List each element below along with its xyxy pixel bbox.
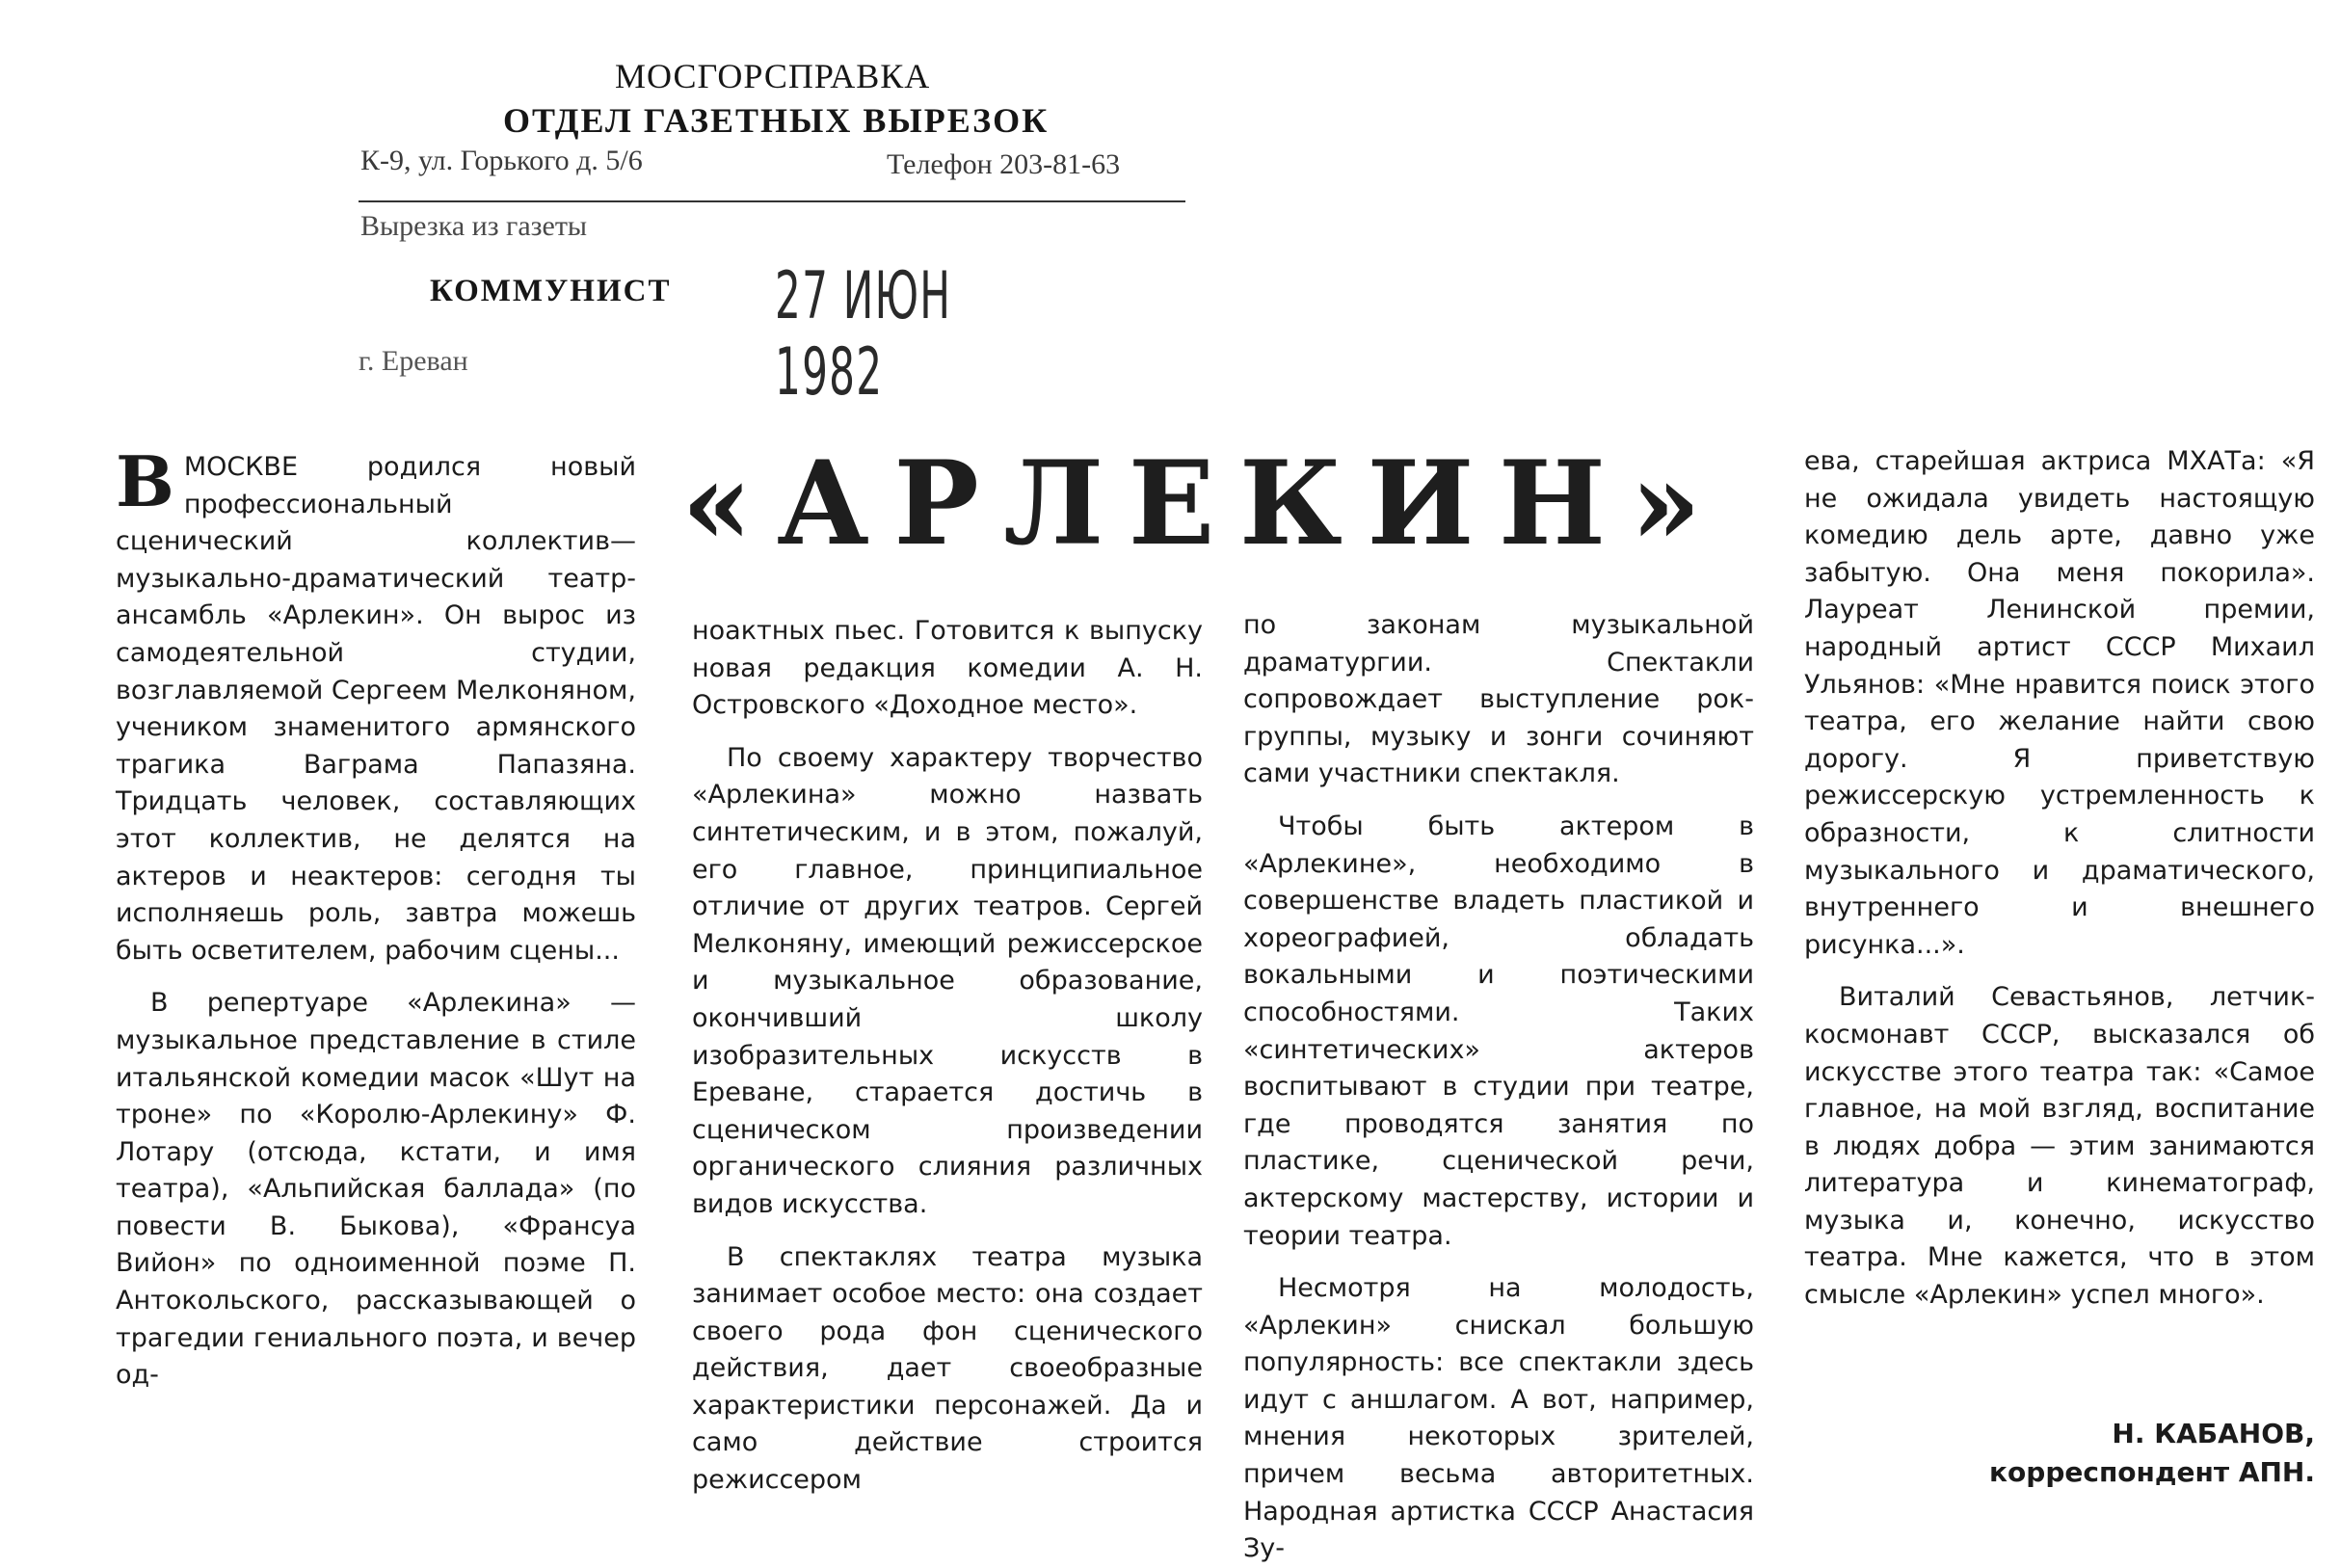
article-paragraph: В спектаклях театра музыка занимает особое место: она создает своего рода фон сценического действия, дает своеобразные характеристики персонажей. Да и само действие строится режиссером — [692, 1241, 1203, 1496]
article-dropcap: В — [116, 440, 174, 522]
stamp-newspaper-name: КОММУНИСТ — [430, 274, 672, 308]
stamp-divider — [359, 200, 1185, 202]
article-paragraph: В репертуаре «Арлекина» — музыкальное представление в стиле итальянской комедии масок «Шут на троне» по «Королю-Арлекину» Ф. Лотару (отсюда, кстати, и имя театра), «Альпийская баллада» (по повести В. Быкова), «Франсуа Вийон» по одноименной поэме П. Антокольского, рассказывающей о трагедии гениального поэта, и вечер од- — [116, 988, 636, 1391]
article-paragraph: Виталий Севастьянов, летчик-космонавт СССР, высказался об искусстве этого театра так: «Самое главное, на мой взгляд, воспитание в людях добра — этим занимаются литература и кинематограф, музыка и, конечно, искусство театра. Мне кажется, что в этом смысле «Арлекин» успел много». — [1804, 982, 2315, 1311]
stamp-address: К-9, ул. Горького д. 5/6 — [360, 145, 643, 176]
article-paragraph: МОСКВЕ родился новый профессиональный сценический коллектив—музыкально-драматический театр-ансамбль «Арлекин». Он вырос из самодеятельной студии, возглавляемой Сергеем Мелконяном, учеником знаменитого армянского трагика Ваграма Папазяна. Тридцать человек, составляющих этот коллектив, не делятся на актеров и неактеров: сегодня ты исполняешь роль, завтра можешь быть осветителем, рабочим сцены... — [116, 452, 636, 966]
stamp-phone: Телефон 203-81-63 — [887, 148, 1121, 180]
article-paragraph: по законам музыкальной драматургии. Спектакли сопровождает выступление рок-группы, музыку и зонги сочиняют сами участники спектакля. — [1243, 610, 1754, 789]
article-headline: «АРЛЕКИН» — [681, 436, 1726, 571]
article-byline — [1804, 1415, 2315, 1492]
article-paragraph: По своему характеру творчество «Арлекина» можно назвать синтетическим, и в этом, пожалуй, его главное, принципиальное отличие от других театров. Сергей Мелконяну, имеющий режиссерское и музыкальное образование, окончивший школу изобразительных искусств в Ереване, старается достичь в сценическом произведении органического слияния различных видов искусства. — [692, 742, 1203, 1219]
stamp-department: ОТДЕЛ ГАЗЕТНЫХ ВЫРЕЗОК — [503, 101, 1050, 140]
article-paragraph: ноактных пьес. Готовится к выпуску новая редакция комедии А. Н. Островского «Доходное место». — [692, 616, 1203, 721]
article-paragraph: Чтобы быть актером в «Арлекине», необходимо в совершенстве владеть пластикой и хореографией, обладать вокальными и поэтическими способностями. Таких «синтетических» актеров воспитывают в студии при театре, где проводятся занятия по пластике, сценической речи, актерскому мастерству, истории и теории театра. — [1243, 811, 1754, 1251]
article-column-3 — [1243, 607, 1754, 1568]
article-column-2 — [692, 613, 1203, 1500]
author-name: Н. КАБАНОВ, — [2112, 1418, 2315, 1449]
author-role: корреспондент АПН. — [1989, 1456, 2315, 1488]
article-paragraph: ева, старейшая актриса МХАТа: «Я не ожидала увидеть настоящую комедию дель арте, давно уже забытую. Она меня покорила». Лауреат Ленинской премии, народный артист СССР Михаил Ульянов: «Мне нравится поиск этого театра, его желание найти свою дорогу. Я приветствую режиссерскую устремленность к образности, к слитности музыкального и драматического, внутреннего и внешнего рисунка...». — [1804, 446, 2315, 960]
article-paragraph: Несмотря на молодость, «Арлекин» снискал большую популярность: все спектакли здесь идут с аншлагом. А вот, например, мнения некоторых зрителей, причем весьма авторитетных. Народная артистка СССР Анастасия Зу- — [1243, 1273, 1754, 1564]
stamp-cut-from-label: Вырезка из газеты — [360, 210, 588, 242]
article-column-4 — [1804, 443, 2315, 1315]
stamp-date: 27 ИЮН 1982 — [775, 258, 952, 411]
stamp-city: г. Ереван — [359, 345, 468, 377]
article-column-1 — [116, 440, 636, 1395]
stamp-agency-name: МОСГОРСПРАВКА — [615, 57, 931, 95]
